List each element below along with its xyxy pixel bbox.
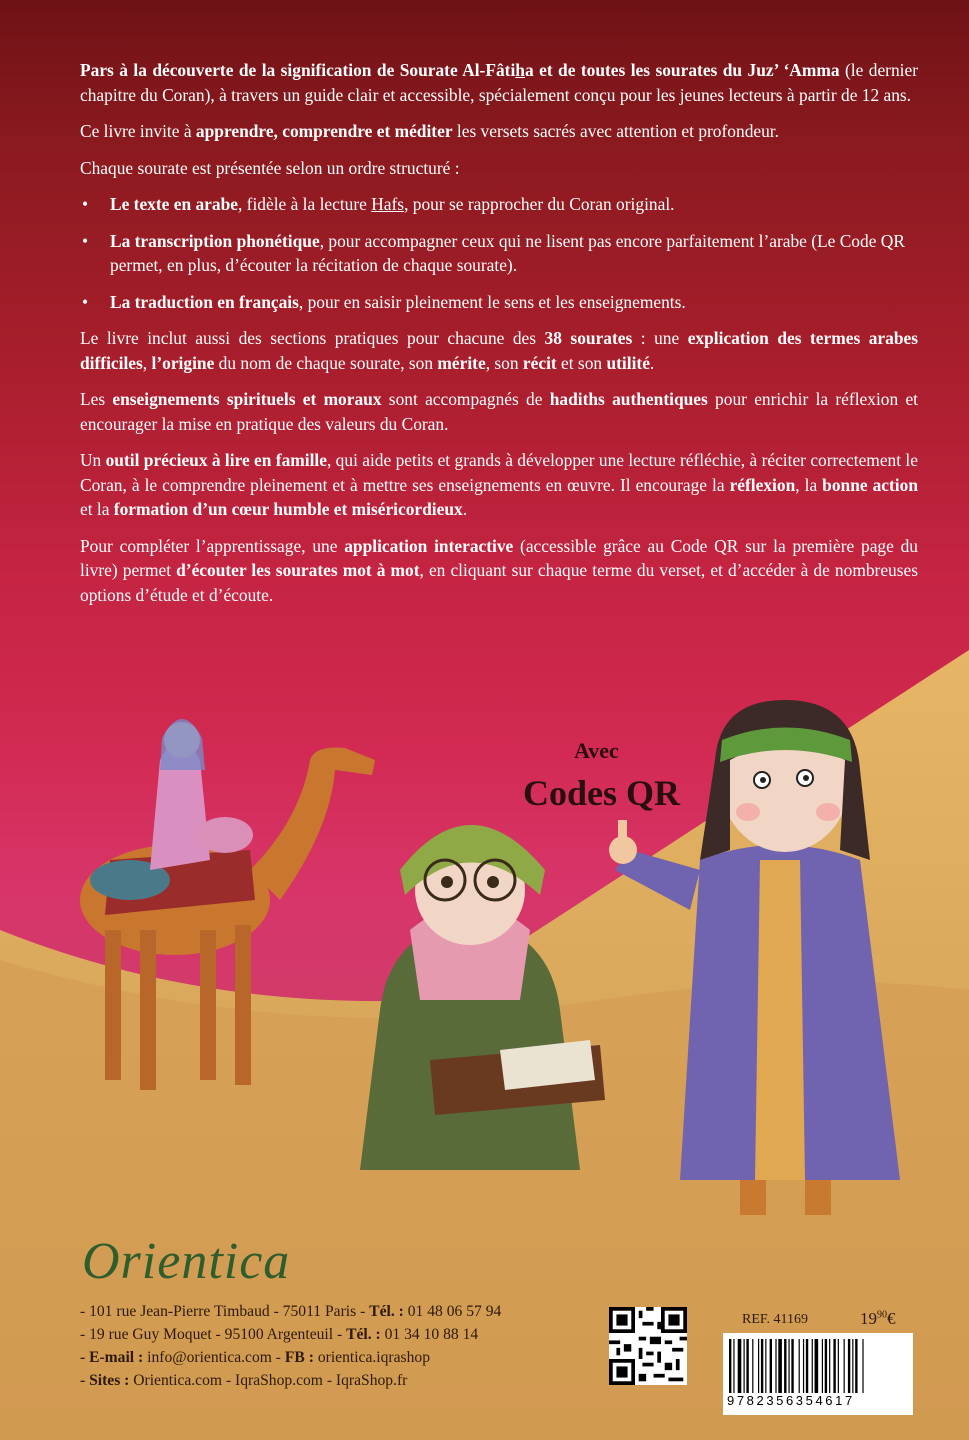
barcode-bar xyxy=(765,1339,766,1393)
barcode-bar xyxy=(784,1339,786,1393)
list-item: • La transcription phonétique, pour accompagner ceux qui ne lisent pas encore parfaitement l’arabe (Le Code QR permet, en plus, d’écouter la récitation de chaque sourate). xyxy=(80,229,918,278)
list-item: • La traduction en français, pour en saisir pleinement le sens et les enseignements. xyxy=(80,290,918,315)
publisher-logo: Orientica xyxy=(82,1233,291,1290)
family-paragraph: Un outil précieux à lire en famille, qui aide petits et grands à développer une lecture réfléchie, à réciter correctement le Coran, à le comprendre pleinement et à mettre ses enseignements en œuvre. Il encourage la réflexion, la bonne action et la formation d’un cœur humble et miséricordieux. xyxy=(80,450,919,519)
intro-paragraph: Pars à la découverte de la signification de Sourate Al-Fâtiha et de toutes les sourates du Juz’ ‘Amma (le dernier chapitre du Coran), à travers un guide clair et accessible, spécialement conçu pour les jeunes lecteurs à partir de 12 ans. xyxy=(80,60,918,105)
barcode-bar xyxy=(746,1339,748,1393)
product-price: $19^{90}€$ xyxy=(860,1309,896,1328)
structure-list xyxy=(80,192,918,314)
app-paragraph: Pour compléter l’apprentissage, une application interactive (accessible grâce au Code QR sur la première page du livre) permet d’écouter les sourates mot à mot, en cliquant sur chaque terme du verset, et d’accéder à de nombreuses options d’étude et d’écoute. xyxy=(80,535,919,605)
barcode-bar xyxy=(844,1339,845,1393)
list-item: • Le texte en arabe, fidèle à la lecture Hafs, pour se rapprocher du Coran original. xyxy=(80,192,918,217)
structure-intro: Chaque sourate est présentée selon un ordre structuré : xyxy=(80,157,460,178)
address-line-paris: - 101 rue Jean-Pierre Timbaud - 75011 Paris - Tél. : 01 48 06 57 94 xyxy=(80,1303,502,1320)
email-line: - E-mail : info@orientica.com - FB : orientica.iqrashop xyxy=(80,1349,430,1366)
barcode-bar xyxy=(752,1339,753,1393)
barcode-bar xyxy=(862,1339,863,1393)
barcode-bar xyxy=(775,1339,776,1393)
publisher-contact xyxy=(80,1300,501,1392)
barcode-bar xyxy=(758,1339,759,1393)
barcode-bar xyxy=(822,1339,823,1393)
barcode-bar xyxy=(848,1339,850,1393)
barcode-bar xyxy=(838,1339,839,1393)
address-line-argenteuil: - 19 rue Guy Moquet - 95100 Argenteuil - Tél. : 01 34 10 88 14 xyxy=(80,1326,479,1343)
barcode-bar xyxy=(833,1339,835,1393)
barcode-bar xyxy=(733,1339,734,1393)
barcode-bar xyxy=(855,1339,857,1393)
barcode-bar xyxy=(761,1339,763,1393)
badge-avec: Avec xyxy=(574,738,619,763)
badge-codes-qr: Codes QR xyxy=(523,773,681,813)
barcode-bar xyxy=(791,1339,793,1393)
sites-line: - Sites : Orientica.com - IqraShop.com - IqraShop.fr xyxy=(80,1372,408,1389)
barcode-bar xyxy=(788,1339,789,1393)
barcode-bar xyxy=(852,1339,853,1393)
barcode-bar xyxy=(812,1339,813,1393)
product-ref: REF. 41169 xyxy=(742,1312,809,1327)
barcode-bar xyxy=(778,1339,782,1393)
barcode-bar xyxy=(729,1339,731,1393)
description-text xyxy=(80,58,918,619)
barcode-bar xyxy=(806,1339,808,1393)
barcode-bar xyxy=(803,1339,804,1393)
barcode-bar xyxy=(744,1339,745,1393)
barcode-bar xyxy=(770,1339,772,1393)
barcode-bar xyxy=(825,1339,827,1393)
barcode-bar xyxy=(829,1339,830,1393)
barcode-bar xyxy=(799,1339,800,1393)
barcode-number: 9782356354617 xyxy=(727,1393,855,1408)
invite-paragraph: Ce livre invite à apprendre, comprendre et méditer les versets sacrés avec attention et profondeur. xyxy=(80,121,779,141)
barcode-bar xyxy=(738,1339,742,1393)
qr-code-icon xyxy=(609,1307,687,1385)
barcode-bar xyxy=(815,1339,819,1393)
sections-paragraph: Le livre inclut aussi des sections pratiques pour chacune des 38 sourates : une explication des termes arabes difficiles, l’origine du nom de chaque sourate, son mérite, son récit et son utilité. xyxy=(80,328,918,373)
barcode-bars xyxy=(723,1333,913,1395)
teachings-paragraph: Les enseignements spirituels et moraux sont accompagnés de hadiths authentiques pour enrichir la réflexion et encourager la mise en pratique des valeurs du Coran. xyxy=(80,389,918,434)
